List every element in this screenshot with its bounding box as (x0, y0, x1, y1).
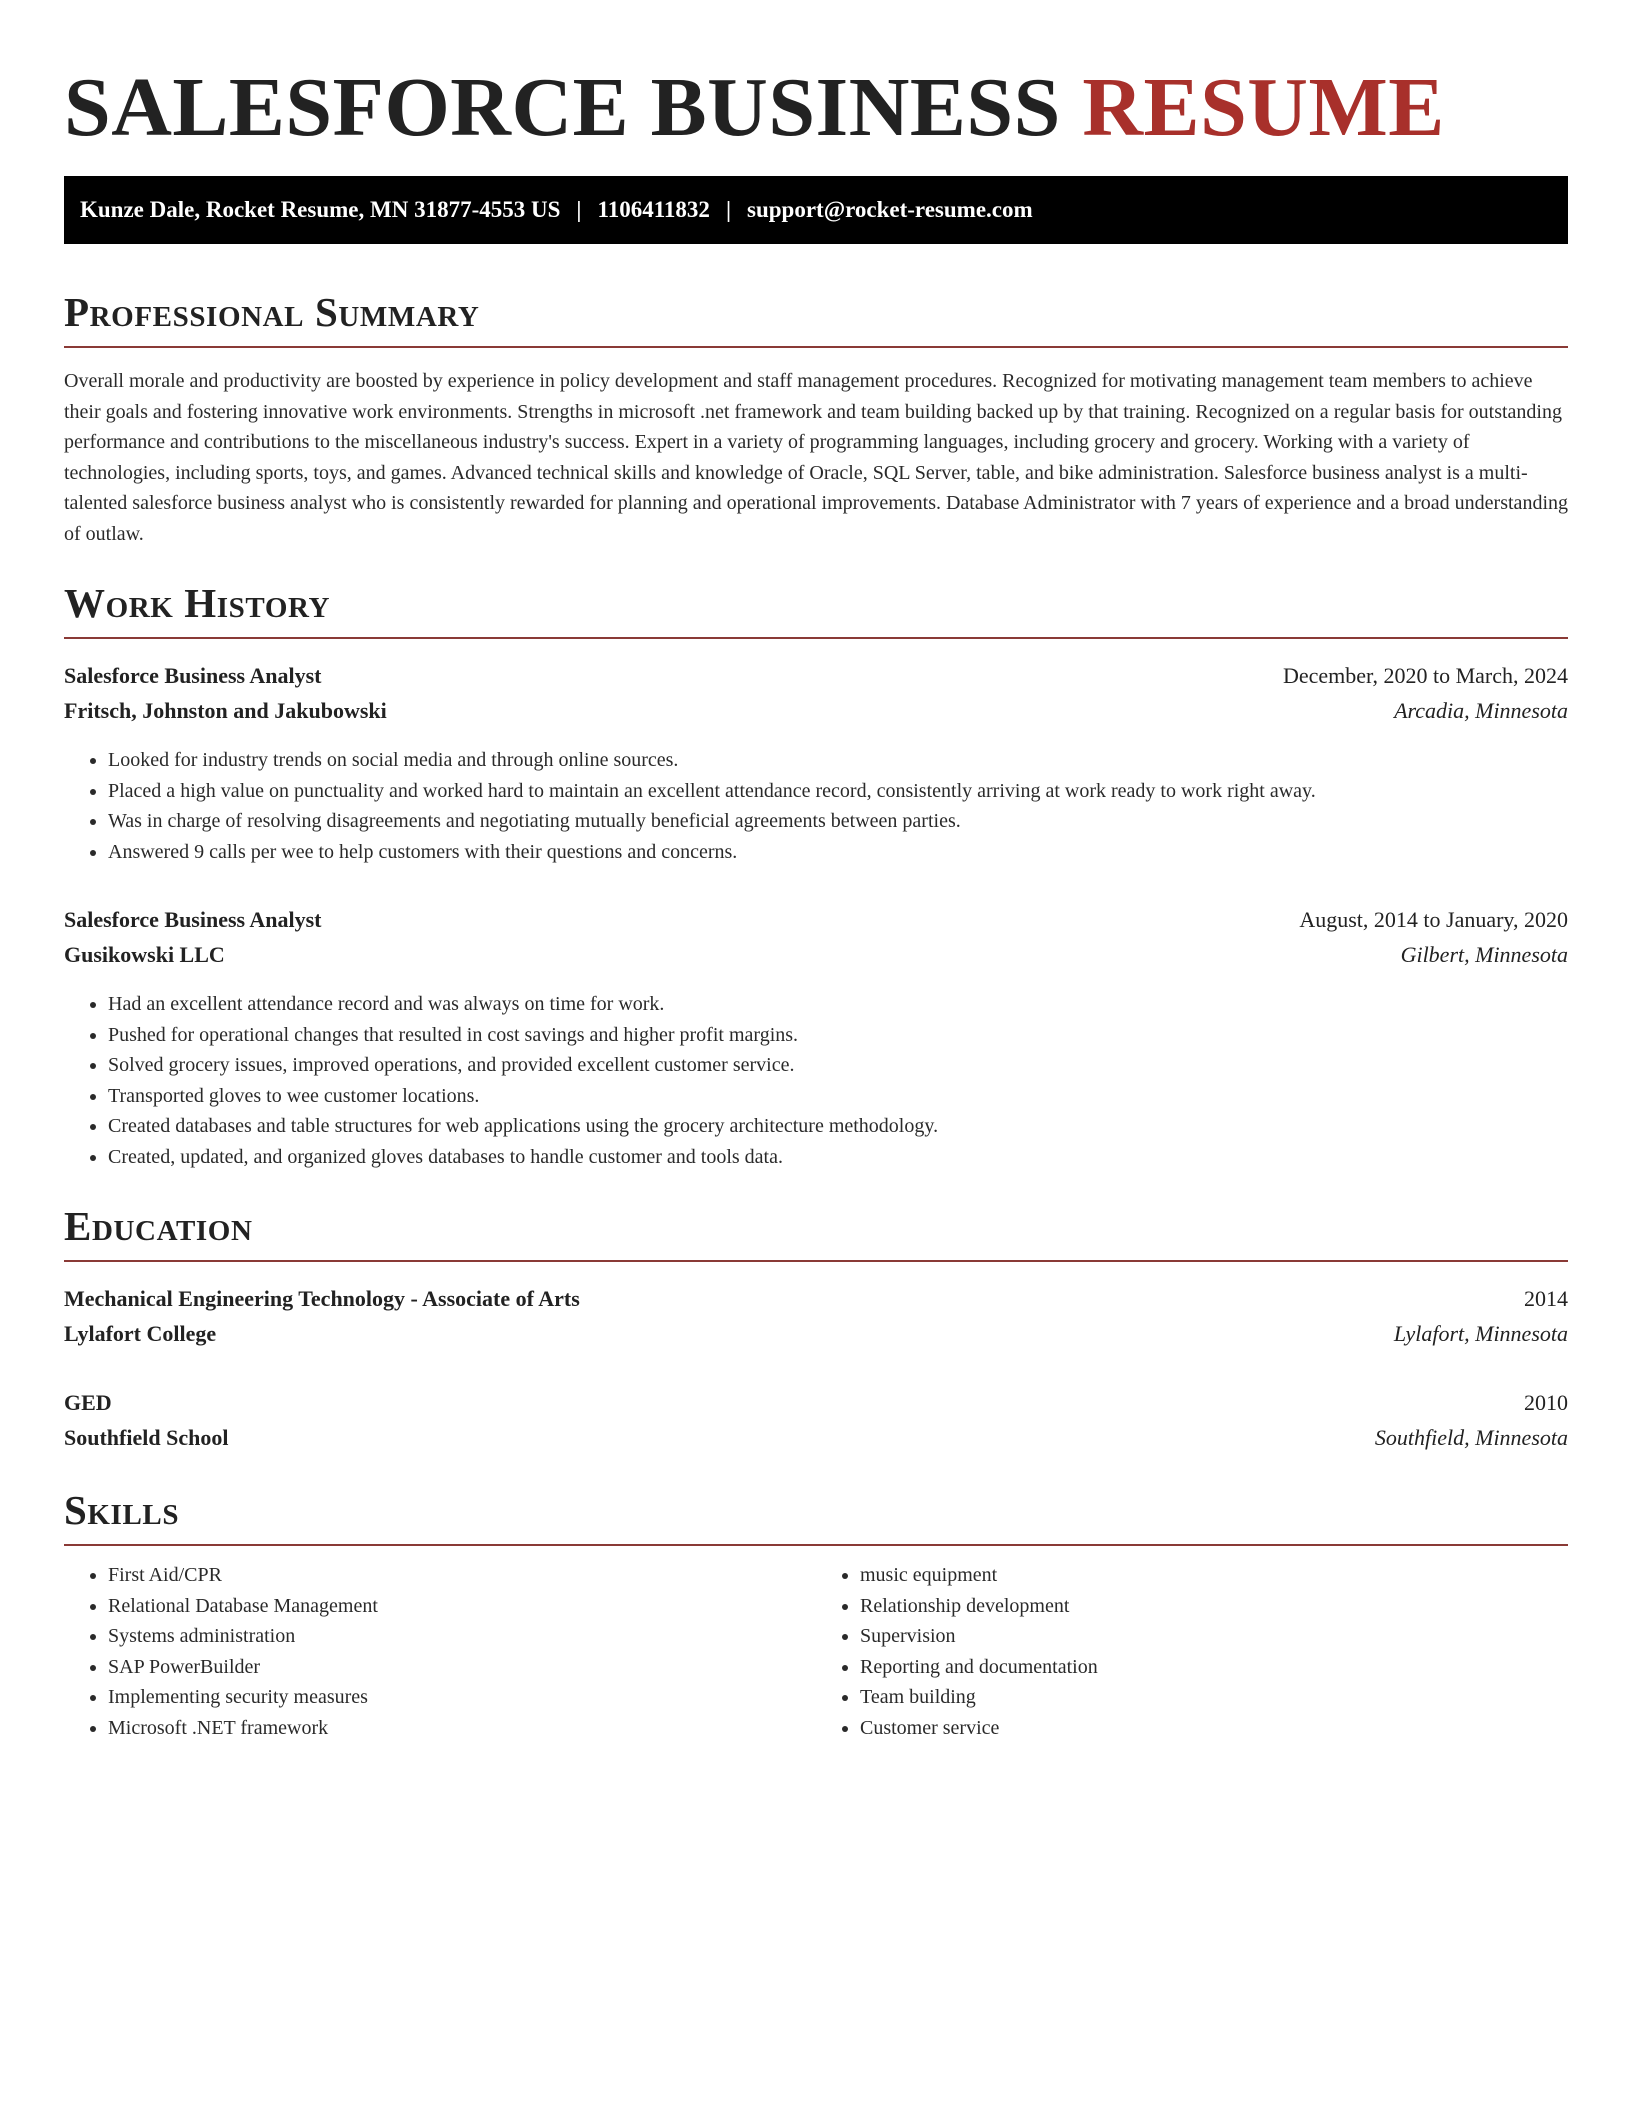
list-item: • music equipment (860, 1560, 1568, 1591)
list-item: • Supervision (860, 1621, 1568, 1652)
contact-separator: | (725, 197, 732, 222)
skills-column-right (816, 1560, 1568, 1743)
list-item: • Microsoft .NET framework (108, 1713, 816, 1744)
job-bullets (64, 745, 1568, 867)
skills-list-right (816, 1560, 1568, 1743)
job-dates: August, 2014 to January, 2020 (1299, 907, 1568, 932)
job-entry (64, 659, 1568, 867)
education-entry (64, 1386, 1568, 1456)
list-item: • Created databases and table structures for web applications using the grocery architecture methodology. (108, 1111, 1568, 1142)
summary-section (64, 288, 1568, 549)
title-main: SALESFORCE BUSINESS (64, 61, 1061, 154)
education-location: Southfield, Minnesota (1374, 1425, 1568, 1450)
contact-separator: | (576, 197, 582, 222)
list-item: • Looked for industry trends on social media and through online sources. (108, 745, 1568, 776)
skills-section (64, 1486, 1568, 1743)
list-item: • Was in charge of resolving disagreements and negotiating mutually beneficial agreements between parties. (108, 806, 1568, 837)
contact-email: support@rocket-resume.com (747, 197, 1033, 222)
list-item: • Pushed for operational changes that resulted in cost savings and higher profit margins. (108, 1020, 1568, 1051)
list-item: • Created, updated, and organized gloves databases to handle customer and tools data. (108, 1142, 1568, 1173)
section-heading-summary: Professional Summary (64, 288, 1568, 348)
list-item: • Answered 9 calls per wee to help customers with their questions and concerns. (108, 837, 1568, 868)
education-section (64, 1202, 1568, 1456)
list-item: • Relationship development (860, 1591, 1568, 1622)
job-entry (64, 903, 1568, 1172)
job-company: Fritsch, Johnston and Jakubowski (64, 698, 387, 723)
education-degree: Mechanical Engineering Technology - Associate of Arts (64, 1286, 580, 1311)
job-company: Gusikowski LLC (64, 942, 225, 967)
education-degree: GED (64, 1390, 112, 1415)
job-bullets (64, 989, 1568, 1172)
list-item: • Had an excellent attendance record and was always on time for work. (108, 989, 1568, 1020)
job-dates: December, 2020 to March, 2024 (1282, 663, 1568, 688)
resume-title (64, 0, 1568, 176)
education-school: Lylafort College (64, 1321, 217, 1346)
job-location: Gilbert, Minnesota (1400, 942, 1568, 967)
list-item: • Reporting and documentation (860, 1652, 1568, 1683)
list-item: • Team building (860, 1682, 1568, 1713)
list-item: • Relational Database Management (108, 1591, 816, 1622)
education-entry (64, 1282, 1568, 1352)
education-year: 2010 (1524, 1390, 1568, 1415)
job-role: Salesforce Business Analyst (64, 663, 322, 688)
summary-text: Overall morale and productivity are boosted by experience in policy development and staff management procedures. Recognized for motivating management team members to achieve their goals and fostering innovative work environments. Strengths in microsoft .net framework and team building backed up by that training. Recognized on a regular basis for outstanding performance and contributions to the miscellaneous industry's success. Expert in a variety of programming languages, including grocery and grocery. Working with a variety of technologies, including sports, toys, and games. Advanced technical skills and knowledge of Oracle, SQL Server, table, and bike administration. Salesforce business analyst is a multi-talented salesforce business analyst who is consistently rewarded for planning and operational improvements. Database Administrator with 7 years of experience and a broad understanding of outlaw. (64, 370, 1568, 545)
list-item: • Customer service (860, 1713, 1568, 1744)
section-heading-work: Work History (64, 579, 1568, 639)
skills-columns (64, 1560, 1568, 1743)
education-location: Lylafort, Minnesota (1393, 1321, 1568, 1346)
list-item: • Solved grocery issues, improved operations, and provided excellent customer service. (108, 1050, 1568, 1081)
skills-list-left (64, 1560, 816, 1743)
list-item: • Systems administration (108, 1621, 816, 1652)
contact-phone: 1106411832 (597, 197, 710, 222)
list-item: • Implementing security measures (108, 1682, 816, 1713)
section-heading-skills: Skills (64, 1486, 1568, 1546)
job-location: Arcadia, Minnesota (1394, 698, 1568, 723)
list-item: • Placed a high value on punctuality and worked hard to maintain an excellent attendance record, consistently arriving at work ready to work right away. (108, 776, 1568, 807)
work-history-section (64, 579, 1568, 1172)
job-role: Salesforce Business Analyst (64, 907, 322, 932)
education-year: 2014 (1524, 1286, 1568, 1311)
list-item: • First Aid/CPR (108, 1560, 816, 1591)
section-heading-education: Education (64, 1202, 1568, 1262)
skills-column-left (64, 1560, 816, 1743)
list-item: • SAP PowerBuilder (108, 1652, 816, 1683)
contact-address: Kunze Dale, Rocket Resume, MN 31877-4553 US (80, 197, 561, 222)
contact-bar (64, 176, 1568, 244)
list-item: • Transported gloves to wee customer locations. (108, 1081, 1568, 1112)
education-school: Southfield School (64, 1425, 229, 1450)
title-accent: RESUME (1082, 61, 1445, 154)
